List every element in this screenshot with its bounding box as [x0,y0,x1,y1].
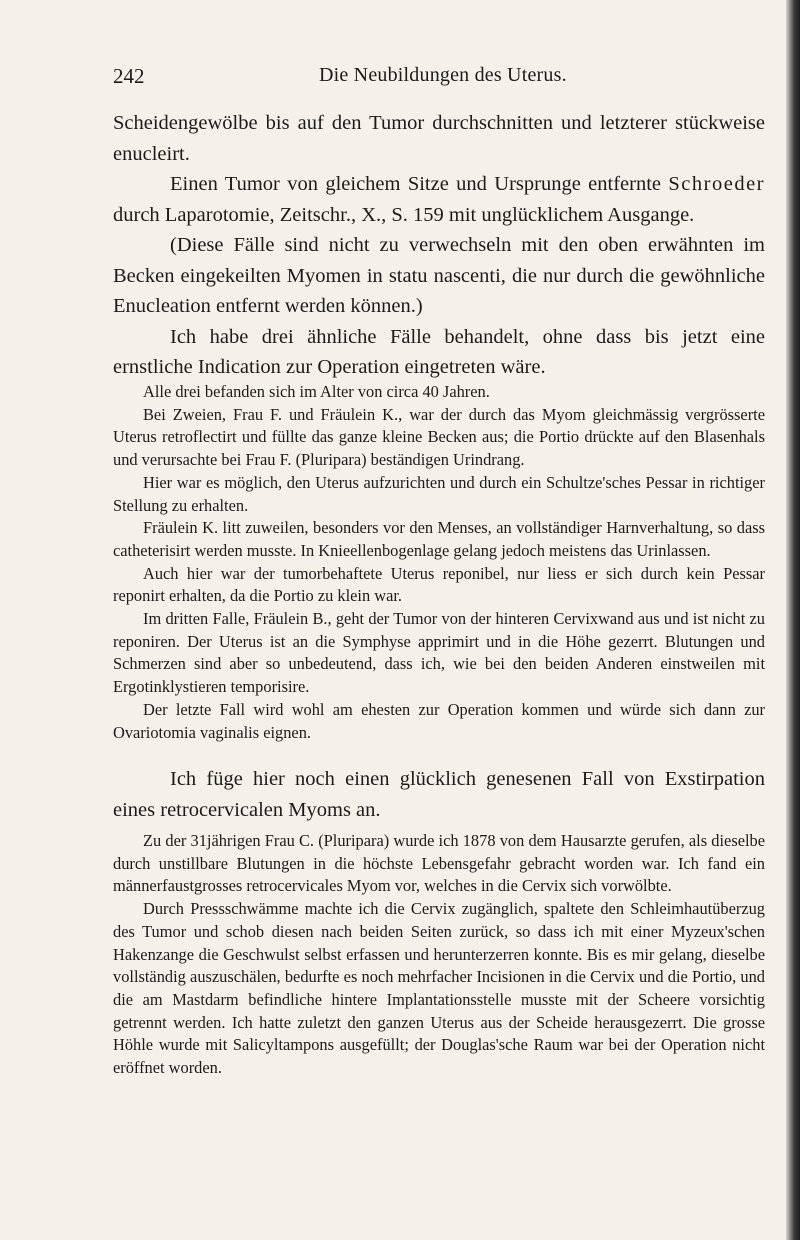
paragraph: Im dritten Falle, Fräulein B., geht der Tumor von der hinteren Cervixwand aus und ist nicht zu reponiren. Der Uterus ist an die Symphyse apprimirt und in die Höhe gezerrt. Blutungen und Schmerzen sind aber so unbedeutend, dass ich, wie bei den beiden Anderen einstweilen mit Ergotinklystieren temporisire. [113,609,765,697]
paragraph: Ich füge hier noch einen glücklich genesenen Fall von Exstirpation eines retrocervicalen Myoms an. [113,768,765,821]
paragraph: Durch Pressschwämme machte ich die Cervix zugänglich, spaltete den Schleimhautüberzug des Tumor und schob diesen nach beiden Seiten zurück, so dass ich mit einer Myzeux'schen Hakenzange die Geschwulst selbst erfassen und herunterzerren konnte. Bis es mir gelang, dieselbe vollständig auszuschälen, bedurfte es noch mehrfacher Incisionen in die Cervix und die Portio, und die am Mastdarm befindliche hintere Implantationsstelle musste mit der Scheere vorsichtig getrennt werden. Ich hatte zuletzt den ganzen Uterus aus der Scheide herausgezerrt. Die grosse Höhle wurde mit Salicyltampons ausgefüllt; der Douglas'sche Raum war bei der Operation nicht eröffnet worden. [113,899,765,1078]
paragraph: Zu der 31jährigen Frau C. (Pluripara) wurde ich 1878 von dem Hausarzte gerufen, als dieselbe durch unstillbare Blutungen in die höchste Lebensgefahr gebracht worden war. Ich fand ein männerfaustgrosses retrocervicales Myom vor, welches in die Cervix sich vorwölbte. [113,831,765,896]
paragraph: Bei Zweien, Frau F. und Fräulein K., war der durch das Myom gleichmässig vergrösserte Uterus retroflectirt und füllte das ganze kleine Becken aus; die Portio drückte auf den Blasenhals und verursachte bei Frau F. (Pluripara) beständigen Urindrang. [113,404,765,470]
paragraph: Ich habe drei ähnliche Fälle behandelt, ohne dass bis jetzt eine ernstliche Indication zur Operation eingetreten wäre. [113,325,765,378]
section-large-2 [113,764,765,825]
section-small-1 [113,381,765,744]
paragraph: (Diese Fälle sind nicht zu verwechseln mit den oben erwähnten im Becken eingekeilten Myomen in statu nascenti, die nur durch die gewöhnliche Enucleation entfernt werden können.) [113,234,765,317]
section-small-2 [113,830,765,1080]
section-large-1 [113,108,765,383]
page-edge-shadow [786,0,800,1240]
author-name: Schroeder [668,173,765,195]
paragraph: Hier war es möglich, den Uterus aufzurichten und durch ein Schultze'sches Pessar in richtiger Stellung zu erhalten. [113,472,765,515]
paragraph: Einen Tumor von gleichem Sitze und Ursprunge entfernte Schroeder durch Laparotomie, Zeitschr., X., S. 159 mit unglücklichem Ausgange. [113,173,765,226]
running-head: Die Neubildungen des Uterus. [319,64,567,86]
page-header [113,64,764,94]
paragraph: Alle drei befanden sich im Alter von circa 40 Jahren. [143,382,490,401]
paragraph: Auch hier war der tumorbehaftete Uterus reponibel, nur liess er sich durch kein Pessar reponirt erhalten, da die Portio zu klein war. [113,563,765,606]
page-number: 242 [113,64,145,88]
paragraph: Scheidengewölbe bis auf den Tumor durchschnitten und letzterer stückweise enucleirt. [113,112,765,165]
paragraph: Der letzte Fall wird wohl am ehesten zur Operation kommen und würde sich dann zur Ovariotomia vaginalis eignen. [113,699,765,742]
paragraph: Fräulein K. litt zuweilen, besonders vor den Menses, an vollständiger Harnverhaltung, so dass catheterisirt werden musste. In Knieellenbogenlage gelang jedoch meistens das Urinlassen. [113,518,765,560]
